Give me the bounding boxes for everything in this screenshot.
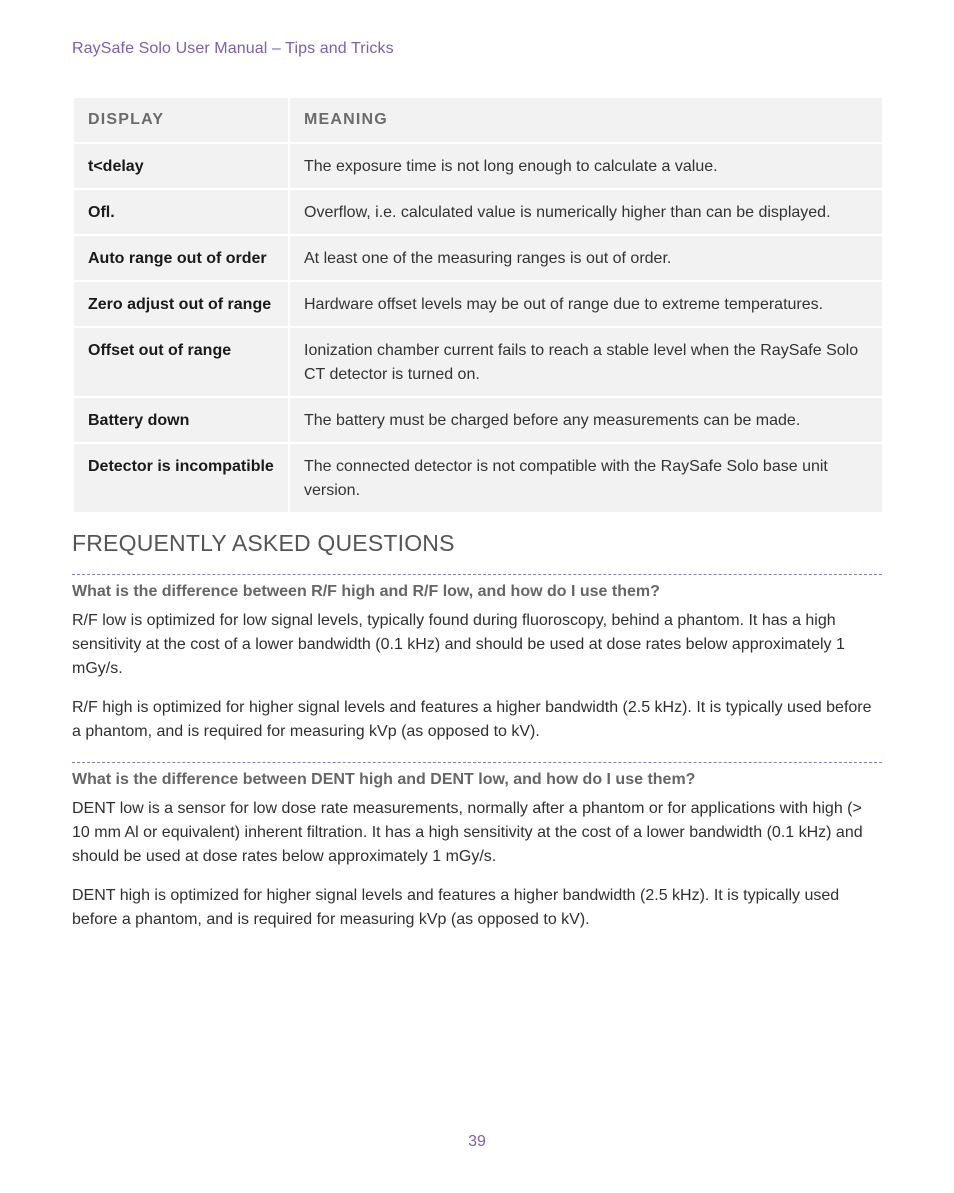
faq-answer-paragraph: DENT high is optimized for higher signal levels and features a higher bandwidth (2.5 kHz). It is typically used before a phantom, and is required for measuring kVp (as opposed to kV). [72, 887, 840, 928]
table-row [73, 235, 883, 281]
display-codes-table [72, 96, 884, 514]
meaning-cell: Overflow, i.e. calculated value is numerically higher than can be displayed. [289, 189, 883, 235]
display-cell: Battery down [73, 397, 289, 443]
meaning-cell: Hardware offset levels may be out of range due to extreme temperatures. [289, 281, 883, 327]
meaning-cell: The battery must be charged before any measurements can be made. [289, 397, 883, 443]
meaning-cell: The connected detector is not compatible with the RaySafe Solo base unit version. [289, 443, 883, 513]
column-header-display: DISPLAY [73, 97, 289, 143]
table-header-row [73, 97, 883, 143]
faq-question: What is the difference between DENT high and DENT low, and how do I use them? [72, 771, 696, 788]
table-row [73, 327, 883, 397]
meaning-cell: At least one of the measuring ranges is out of order. [289, 235, 883, 281]
table-row [73, 281, 883, 327]
column-header-meaning: MEANING [289, 97, 883, 143]
faq-item-rf [72, 574, 882, 744]
table-row [73, 397, 883, 443]
table-row [73, 143, 883, 189]
meaning-cell: Ionization chamber current fails to reach a stable level when the RaySafe Solo CT detector is turned on. [289, 327, 883, 397]
display-cell: Auto range out of order [73, 235, 289, 281]
display-cell: t<delay [73, 143, 289, 189]
running-header: RaySafe Solo User Manual – Tips and Tricks [72, 40, 394, 57]
faq-answer-paragraph: R/F high is optimized for higher signal levels and features a higher bandwidth (2.5 kHz). It is typically used before a phantom, and is required for measuring kVp (as opposed to kV). [72, 699, 872, 740]
faq-answer-paragraph: DENT low is a sensor for low dose rate measurements, normally after a phantom or for applications with high (> 10 mm Al or equivalent) inherent filtration. It has a high sensitivity at the cost of a lower bandwidth (0.1 kHz) and should be used at dose rates below approximately 1 mGy/s. [72, 800, 863, 865]
meaning-cell: The exposure time is not long enough to calculate a value. [289, 143, 883, 189]
faq-item-dent [72, 762, 882, 932]
display-cell: Ofl. [73, 189, 289, 235]
display-cell: Zero adjust out of range [73, 281, 289, 327]
table-row [73, 189, 883, 235]
faq-section-title: FREQUENTLY ASKED QUESTIONS [72, 530, 455, 556]
display-cell: Detector is incompatible [73, 443, 289, 513]
faq-question: What is the difference between R/F high and R/F low, and how do I use them? [72, 583, 660, 600]
display-cell: Offset out of range [73, 327, 289, 397]
page-number: 39 [468, 1133, 486, 1150]
table-row [73, 443, 883, 513]
faq-answer-paragraph: R/F low is optimized for low signal levels, typically found during fluoroscopy, behind a phantom. It has a high sensitivity at the cost of a lower bandwidth (0.1 kHz) and should be used at dose rates below approximately 1 mGy/s. [72, 612, 845, 677]
